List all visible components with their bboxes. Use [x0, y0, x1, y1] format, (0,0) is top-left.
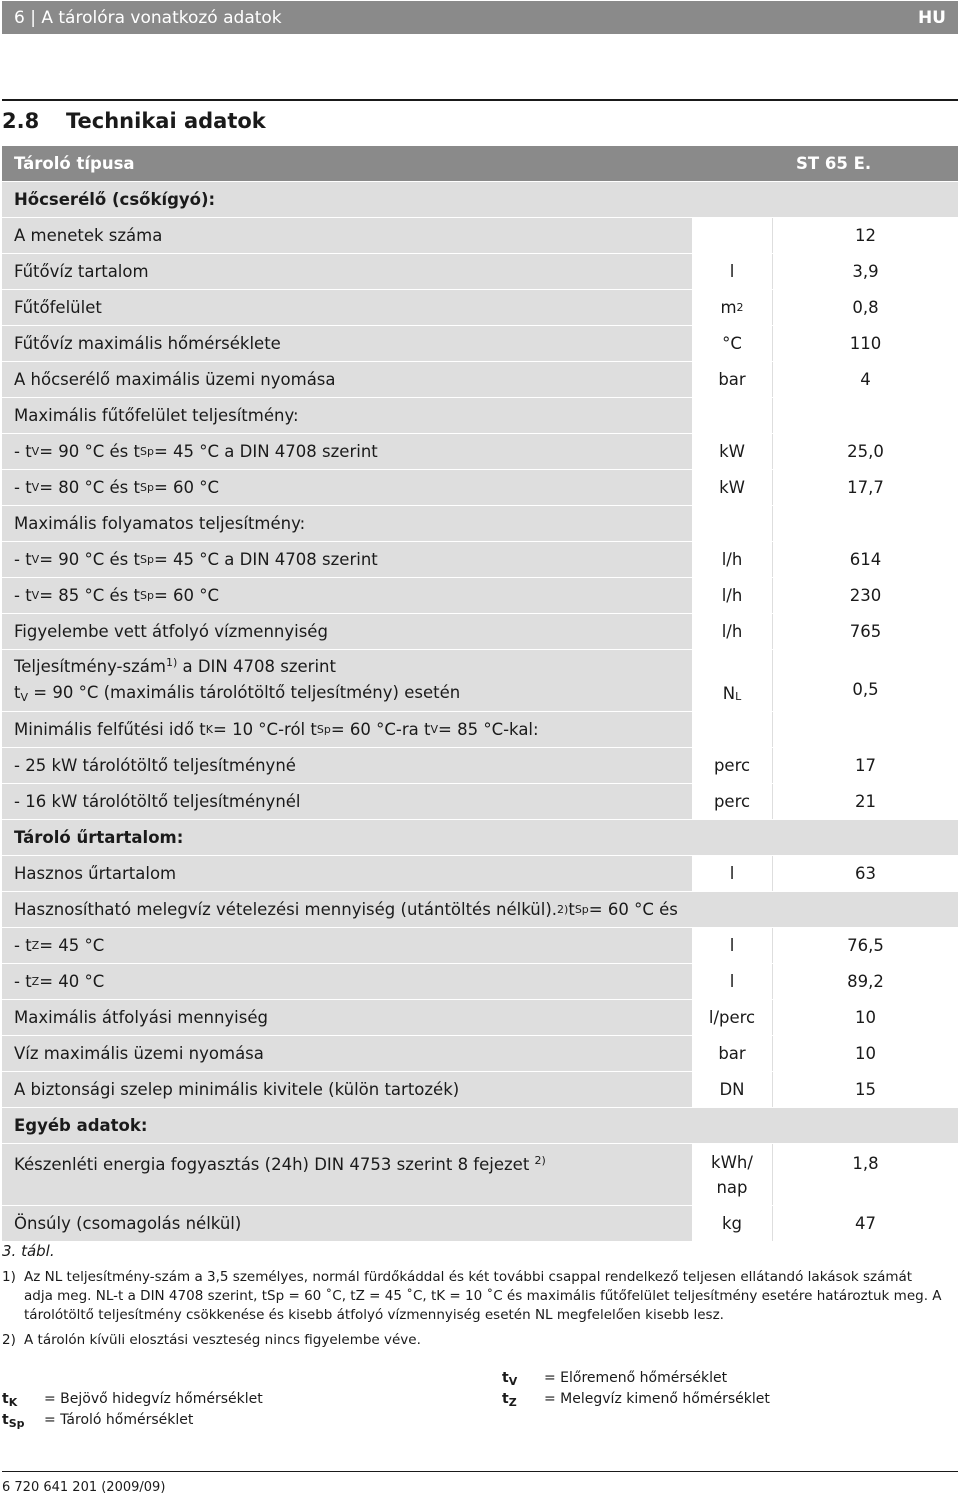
footnotes — [2, 1268, 942, 1356]
table-row — [2, 1072, 958, 1107]
row-label: - t V = 85 °C és t Sp = 60 °C — [14, 586, 220, 605]
row-unit: l — [692, 254, 772, 289]
row-value: 3,9 — [773, 254, 958, 289]
row-unit: perc — [692, 784, 772, 819]
table-row — [2, 326, 958, 361]
row-unit: l — [692, 928, 772, 963]
table-row — [2, 362, 958, 397]
row-value: 17 — [773, 748, 958, 783]
row-unit: N L — [692, 650, 772, 711]
language-code: HU — [917, 7, 946, 28]
row-value: 230 — [773, 578, 958, 613]
row-value: 0,8 — [773, 290, 958, 325]
row-unit — [692, 290, 772, 325]
technical-data-table — [2, 146, 958, 1242]
row-label: Önsúly (csomagolás nélkül) — [14, 1214, 242, 1233]
group-title: Egyéb adatok: — [14, 1116, 148, 1135]
row-label: Víz maximális üzemi nyomása — [14, 1044, 264, 1063]
legend-item: $t_K$ = Bejövő hidegvíz hőmérséklet — [2, 1391, 263, 1409]
table-row — [2, 398, 958, 433]
row-unit: perc — [692, 748, 772, 783]
row-unit — [692, 712, 772, 747]
row-unit: kW — [692, 470, 772, 505]
row-value: 4 — [773, 362, 958, 397]
section-number: 2.8 — [2, 109, 40, 133]
table-row — [2, 784, 958, 819]
row-label: A hőcserélő maximális üzemi nyomása — [14, 370, 336, 389]
row-unit: l/h — [692, 542, 772, 577]
row-label: Fűtővíz maximális hőmérséklete — [14, 334, 281, 353]
table-row — [2, 1206, 958, 1241]
legend-item: $t_Z$ = Melegvíz kimenő hőmérséklet — [502, 1391, 770, 1409]
row-value: 614 — [773, 542, 958, 577]
row-unit: kWh/ nap — [692, 1144, 772, 1205]
table-row — [2, 1144, 958, 1205]
row-label: Teljesítmény-szám$^{1)}$ a DIN 4708 szerint $t_V = 90$ °C (maximális tárolótöltő teljesítmény) esetén — [14, 656, 461, 704]
row-value: 765 — [773, 614, 958, 649]
row-unit: l/h — [692, 614, 772, 649]
group-title: Hőcserélő (csőkígyó): — [14, 190, 216, 209]
row-label: Hasznos űrtartalom — [14, 864, 177, 883]
row-label: Készenléti energia fogyasztás (24h) DIN 4753 szerint 8 fejezet $^{2)}$ — [14, 1154, 546, 1174]
table-header-row — [2, 146, 958, 181]
table-row — [2, 892, 958, 927]
table-row — [2, 1000, 958, 1035]
row-unit: bar — [692, 1036, 772, 1071]
table-row — [2, 712, 958, 747]
unit-text: m — [720, 298, 737, 317]
table-row — [2, 614, 958, 649]
row-label: - t V = 90 °C és t Sp = 45 °C a DIN 4708 szerint — [14, 442, 378, 461]
table-caption: 3. tábl. — [2, 1242, 55, 1260]
header-label: Tároló típusa — [14, 154, 135, 173]
table-row — [2, 218, 958, 253]
row-unit: l — [692, 964, 772, 999]
row-label: Fűtővíz tartalom — [14, 262, 149, 281]
table-group-row — [2, 1108, 958, 1143]
row-label: Fűtőfelület — [14, 298, 102, 317]
table-row — [2, 542, 958, 577]
footnote-marker: 1) — [2, 1269, 16, 1285]
table-row — [2, 650, 958, 711]
table-group-row — [2, 820, 958, 855]
row-value — [773, 506, 958, 541]
table-row — [2, 1036, 958, 1071]
row-value: 12 — [773, 218, 958, 253]
row-value — [773, 712, 958, 747]
row-label: - t Z = 40 °C — [14, 972, 105, 991]
page-footer — [2, 1471, 958, 1495]
table-row — [2, 470, 958, 505]
header-value: ST 65 E. — [796, 154, 872, 173]
row-value: 1,8 — [773, 1144, 958, 1205]
row-unit — [692, 218, 772, 253]
row-label: Maximális fűtőfelület teljesítmény: — [14, 406, 299, 425]
table-row — [2, 434, 958, 469]
row-unit: l/h — [692, 578, 772, 613]
group-title: Tároló űrtartalom: — [14, 828, 184, 847]
row-label: Hasznosítható melegvíz vételezési mennyiség (utántöltés nélkül). 2) t Sp = 60 °C és — [14, 900, 678, 919]
row-value: 47 — [773, 1206, 958, 1241]
row-label: A menetek száma — [14, 226, 163, 245]
row-unit: °C — [692, 326, 772, 361]
row-label: Maximális átfolyási mennyiség — [14, 1008, 268, 1027]
footnote-text: A tárolón kívüli elosztási veszteség nincs figyelembe véve. — [24, 1332, 421, 1348]
table-row — [2, 254, 958, 289]
row-unit: kg — [692, 1206, 772, 1241]
row-value: 89,2 — [773, 964, 958, 999]
row-value: 25,0 — [773, 434, 958, 469]
table-row — [2, 964, 958, 999]
row-value: 63 — [773, 856, 958, 891]
row-unit — [692, 398, 772, 433]
row-value: 110 — [773, 326, 958, 361]
row-label: - t V = 90 °C és t Sp = 45 °C a DIN 4708 szerint — [14, 550, 378, 569]
row-value: 15 — [773, 1072, 958, 1107]
section-heading — [2, 109, 266, 133]
row-value: 76,5 — [773, 928, 958, 963]
row-label: Figyelembe vett átfolyó vízmennyiség — [14, 622, 328, 641]
footnote-marker: 2) — [2, 1332, 16, 1348]
row-value: 10 — [773, 1036, 958, 1071]
unit-superscript: 2 — [736, 301, 744, 314]
row-value — [773, 398, 958, 433]
table-row — [2, 506, 958, 541]
row-unit: kW — [692, 434, 772, 469]
row-label: Maximális folyamatos teljesítmény: — [14, 514, 306, 533]
row-value: 21 — [773, 784, 958, 819]
row-value: 10 — [773, 1000, 958, 1035]
document-number: 6 720 641 201 (2009/09) — [2, 1480, 166, 1495]
row-unit: l — [692, 856, 772, 891]
row-label: - 25 kW tárolótöltő teljesítményné — [14, 756, 296, 775]
footnote-text: Az NL teljesítmény-szám a 3,5 személyes, normál fürdőkáddal és két további csappal rendelkező teljesen ellátandó lakások számát adja meg. NL-t a DIN 4708 szerint, tSp = 60 ˚C, tZ = 45 ˚C, tK = 10 ˚C és maximális fűtőfelület teljesítmény esetére határoztuk meg. A tárolótöltő teljesítmény csökkenése és kisebb átfolyó vízmennyiség esetén NL megfelelően kisebb lesz. — [24, 1269, 942, 1323]
row-label: - t Z = 45 °C — [14, 936, 105, 955]
footnote — [2, 1331, 942, 1350]
table-row — [2, 856, 958, 891]
row-label: - 16 kW tárolótöltő teljesítménynél — [14, 792, 301, 811]
page-header — [2, 1, 958, 34]
legend-item: $t_{Sp}$ = Tároló hőmérséklet — [2, 1412, 194, 1430]
row-value: 0,5 — [773, 650, 958, 711]
row-unit: DN — [692, 1072, 772, 1107]
row-label: Minimális felfűtési idő t K = 10 °C-ról t Sp = 60 °C-ra t V = 85 °C-kal: — [14, 720, 539, 739]
section-divider — [2, 99, 958, 101]
table-group-row — [2, 182, 958, 217]
legend-item: $t_V$ = Előremenő hőmérséklet — [502, 1370, 728, 1388]
row-unit — [692, 506, 772, 541]
table-row — [2, 928, 958, 963]
table-row — [2, 748, 958, 783]
table-row — [2, 578, 958, 613]
row-value: 17,7 — [773, 470, 958, 505]
row-unit: bar — [692, 362, 772, 397]
row-unit: l/perc — [692, 1000, 772, 1035]
footnote — [2, 1268, 942, 1325]
section-title: Technikai adatok — [66, 109, 266, 133]
table-row — [2, 290, 958, 325]
header-title: 6 | A tárolóra vonatkozó adatok — [14, 7, 282, 28]
row-label: A biztonsági szelep minimális kivitele (külön tartozék) — [14, 1080, 460, 1099]
row-label: - t V = 80 °C és t Sp = 60 °C — [14, 478, 220, 497]
